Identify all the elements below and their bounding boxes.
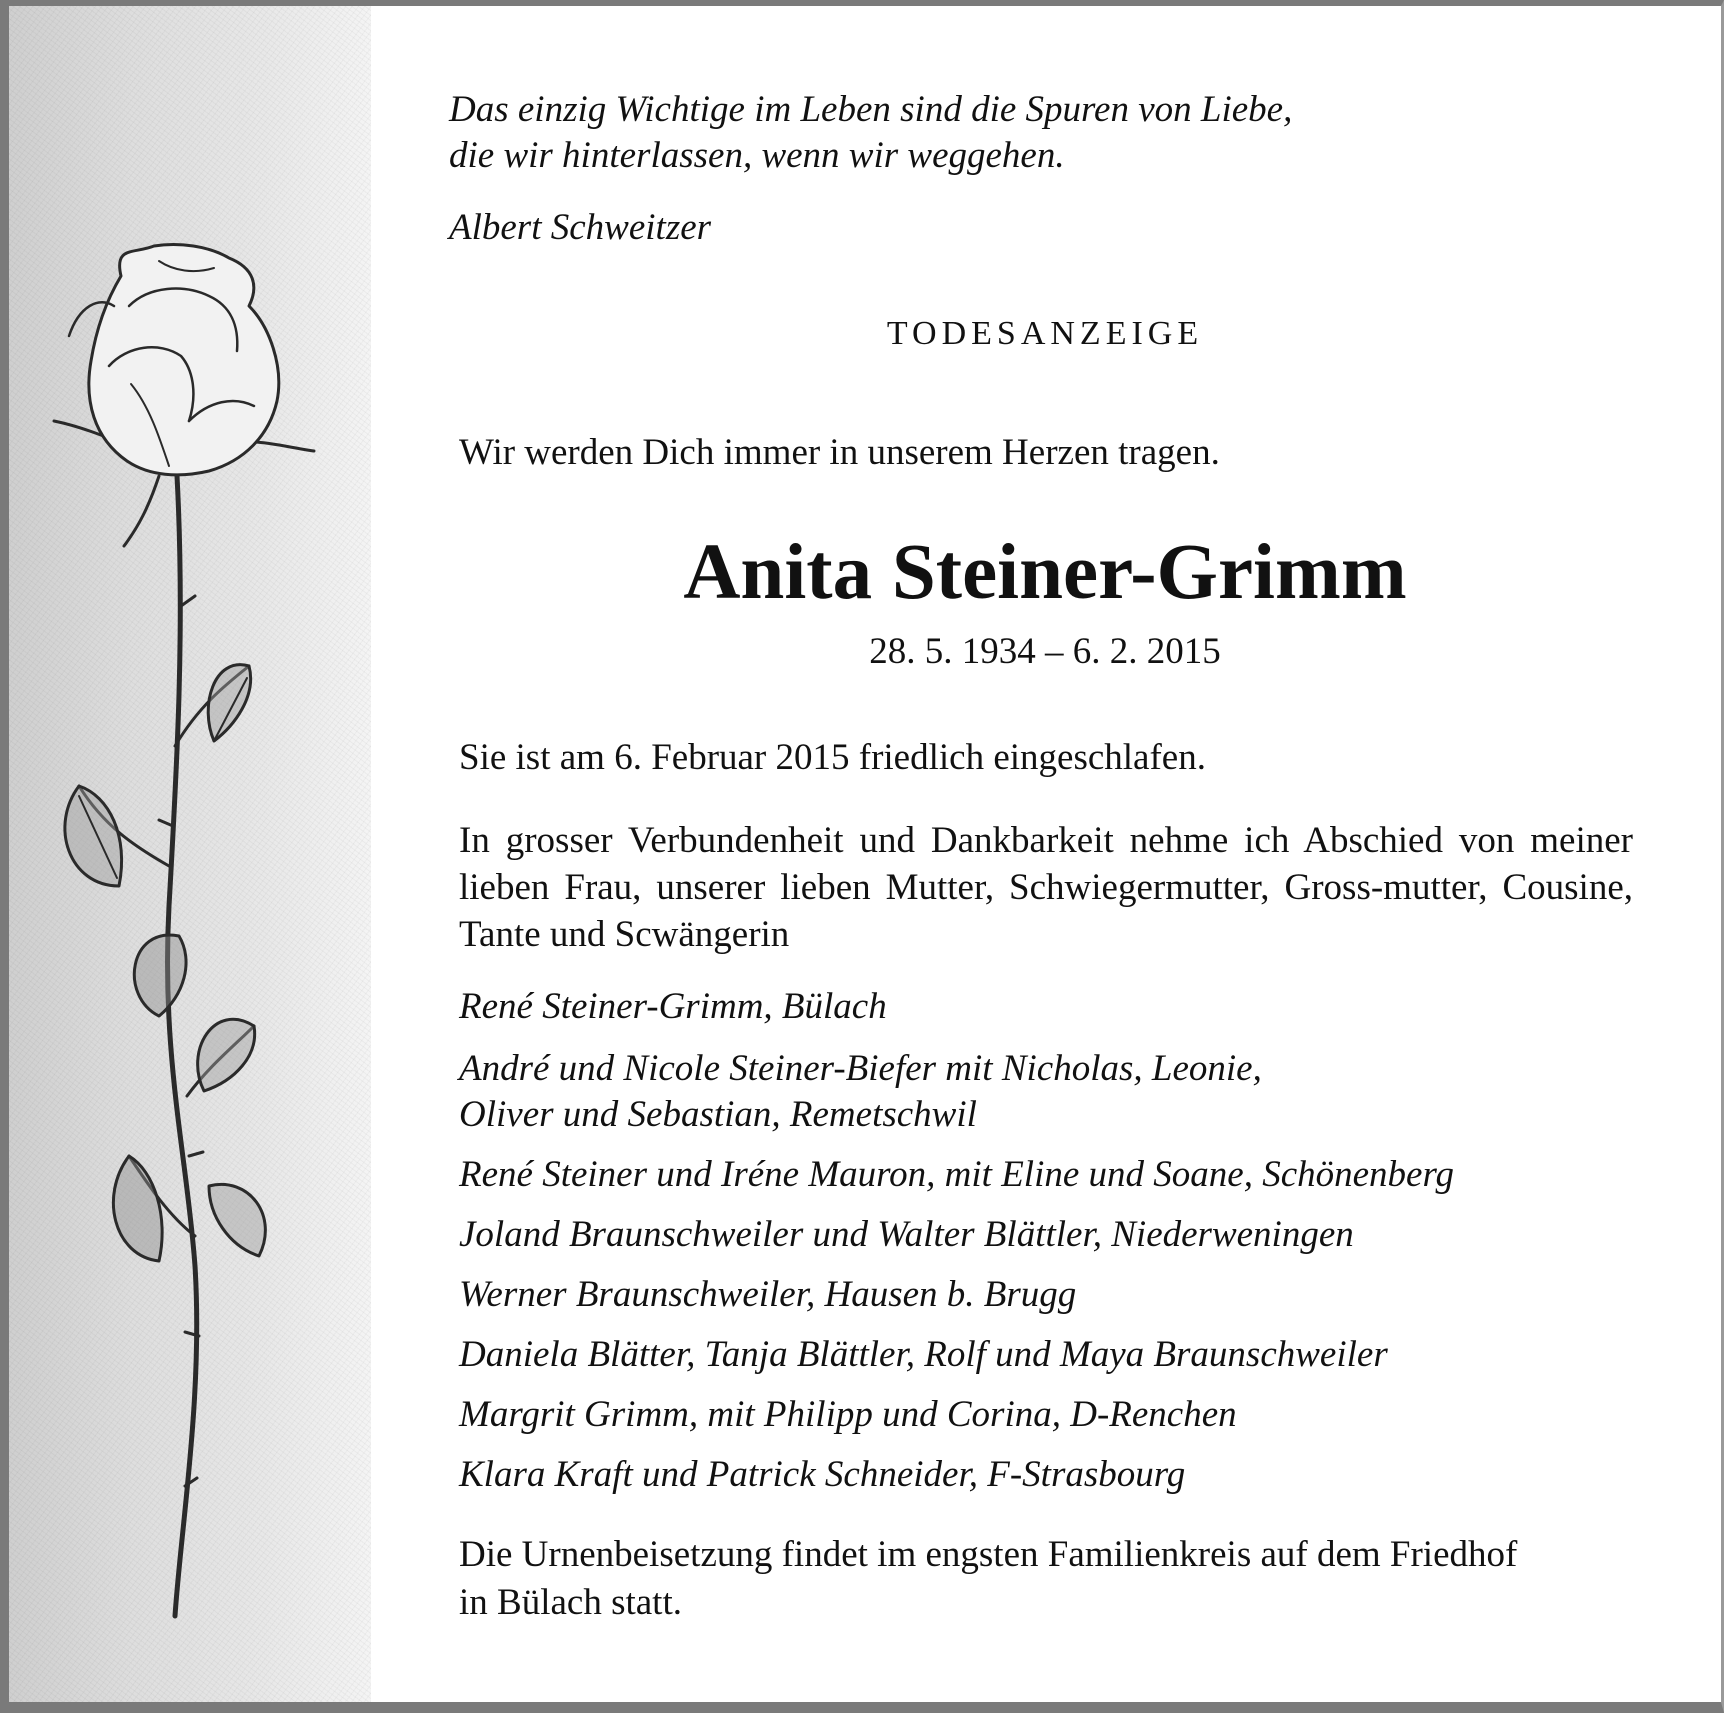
mourner-line: Daniela Blätter, Tanja Blättler, Rolf und Maya Braunschweiler bbox=[459, 1334, 1388, 1375]
deceased-name: Anita Steiner-Grimm bbox=[683, 529, 1407, 616]
mourner-line: Joland Braunschweiler und Walter Blättler, Niederweningen bbox=[459, 1214, 1354, 1255]
mourner-line: Werner Braunschweiler, Hausen b. Brugg bbox=[459, 1274, 1077, 1315]
farewell-paragraph: In grosser Verbundenheit und Dankbarkeit nehme ich Abschied von meiner lieben Frau, unserer lieben Mutter, Schwiegermutter, Gross-mutter, Cousine, Tante und Scwängerin bbox=[459, 820, 1633, 955]
life-dates: 28. 5. 1934 – 6. 2. 2015 bbox=[869, 631, 1221, 672]
burial-line-1: Die Urnenbeisetzung findet im engsten Familienkreis auf dem Friedhof bbox=[459, 1534, 1518, 1575]
mourner-line: René Steiner und Iréne Mauron, mit Eline und Soane, Schönenberg bbox=[459, 1154, 1454, 1195]
notice-heading: TODESANZEIGE bbox=[886, 315, 1204, 352]
quote-line-2: die wir hinterlassen, wenn wir weggehen. bbox=[449, 135, 1065, 176]
quote-author: Albert Schweitzer bbox=[449, 207, 712, 248]
mourner-line: Oliver und Sebastian, Remetschwil bbox=[459, 1094, 977, 1135]
quote-line-1: Das einzig Wichtige im Leben sind die Spuren von Liebe, bbox=[449, 89, 1293, 130]
mourner-line: Klara Kraft und Patrick Schneider, F-Strasbourg bbox=[459, 1454, 1186, 1495]
intro-text: Wir werden Dich immer in unserem Herzen tragen. bbox=[459, 432, 1220, 473]
passed-statement: Sie ist am 6. Februar 2015 friedlich eingeschlafen. bbox=[459, 737, 1206, 778]
mourner-line: Margrit Grimm, mit Philipp und Corina, D-Renchen bbox=[459, 1394, 1237, 1435]
mourner-line: René Steiner-Grimm, Bülach bbox=[459, 986, 887, 1027]
mourner-line: André und Nicole Steiner-Biefer mit Nicholas, Leonie, bbox=[459, 1048, 1262, 1089]
burial-line-2: in Bülach statt. bbox=[459, 1582, 682, 1623]
